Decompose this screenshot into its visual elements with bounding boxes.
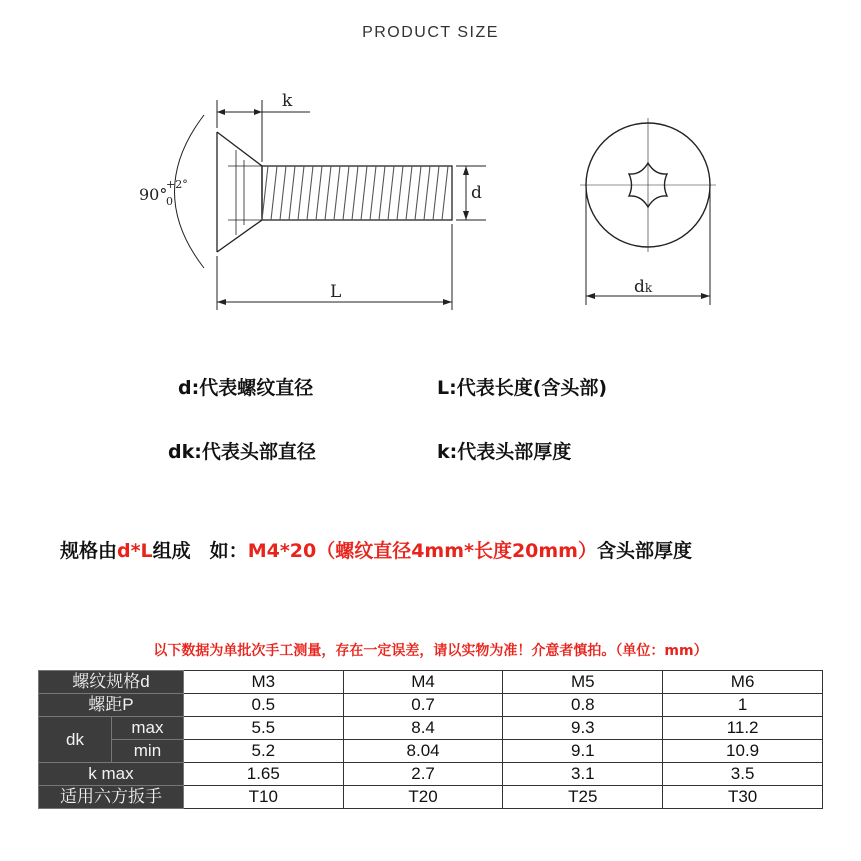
spec-suffix2: 含头部厚度 [596, 540, 692, 562]
size-spec-table [38, 670, 823, 809]
table-cell: 9.3 [503, 717, 663, 740]
legend-d: d:代表螺纹直径 [178, 377, 314, 399]
legend-dk: dk:代表头部直径 [168, 441, 316, 463]
table-cell: M4 [343, 671, 503, 694]
screw-dimension-drawing [0, 70, 861, 340]
dk-max-header: max [112, 717, 183, 740]
table-row-dk-max [39, 717, 823, 740]
table-row-thread [39, 671, 823, 694]
legend-L: L:代表长度(含头部) [437, 377, 608, 399]
dk-header: dk [39, 717, 112, 762]
table-cell: 0.8 [503, 694, 663, 717]
dk-dimension-label: dk [634, 277, 653, 297]
table-cell: M5 [503, 671, 663, 694]
table-cell: 1.65 [183, 763, 343, 786]
table-cell: 11.2 [663, 717, 823, 740]
table-cell: 8.4 [343, 717, 503, 740]
table-cell: 8.04 [343, 740, 503, 763]
table-cell: T30 [663, 786, 823, 809]
spec-example: M4*20（螺纹直径4mm*长度20mm） [247, 540, 597, 562]
pitch-header: 螺距P [39, 694, 184, 717]
spec-formula: d*L [117, 540, 153, 562]
table-row-pitch [39, 694, 823, 717]
measurement-note: 以下数据为单批次手工测量，存在一定误差，请以实物为准！介意者慎拍。（单位：mm） [153, 643, 708, 659]
table-row-k-max [39, 763, 823, 786]
table-row-wrench [39, 786, 823, 809]
table-cell: 3.5 [663, 763, 823, 786]
dk-min-header: min [133, 741, 162, 760]
d-dimension-label: d [471, 183, 482, 203]
angle-tolerance-upper: +2° [166, 178, 188, 191]
table-cell: 1 [663, 694, 823, 717]
table-cell: M6 [663, 671, 823, 694]
angle-label: 90° [139, 185, 168, 204]
table-cell: T10 [183, 786, 343, 809]
thread-lines [262, 166, 448, 220]
table-cell: T20 [343, 786, 503, 809]
table-cell: M3 [183, 671, 343, 694]
dk-header-cell [39, 717, 184, 763]
thread-spec-header: 螺纹规格d [39, 671, 184, 694]
legend-k: k:代表头部厚度 [437, 441, 572, 463]
wrench-header: 适用六方扳手 [39, 786, 184, 809]
k-dimension-label: k [282, 91, 293, 111]
table-cell: T25 [503, 786, 663, 809]
spec-description [60, 536, 692, 563]
table-cell: 5.5 [183, 717, 343, 740]
page-title: PRODUCT SIZE [362, 24, 499, 41]
angle-tolerance-lower: 0 [166, 195, 173, 208]
table-cell: 9.1 [503, 740, 663, 763]
screw-head-outline [217, 132, 262, 252]
table-cell: 3.1 [503, 763, 663, 786]
table-cell: 5.2 [183, 740, 343, 763]
screw-top-view [580, 118, 716, 305]
L-dimension-label: L [330, 282, 342, 302]
table-cell: 0.5 [183, 694, 343, 717]
spec-suffix1: 组成 如： [152, 540, 248, 562]
spec-prefix: 规格由 [60, 540, 118, 562]
table-cell: 2.7 [343, 763, 503, 786]
table-cell: 10.9 [663, 740, 823, 763]
table-cell: 0.7 [343, 694, 503, 717]
k-max-header: k max [39, 763, 184, 786]
